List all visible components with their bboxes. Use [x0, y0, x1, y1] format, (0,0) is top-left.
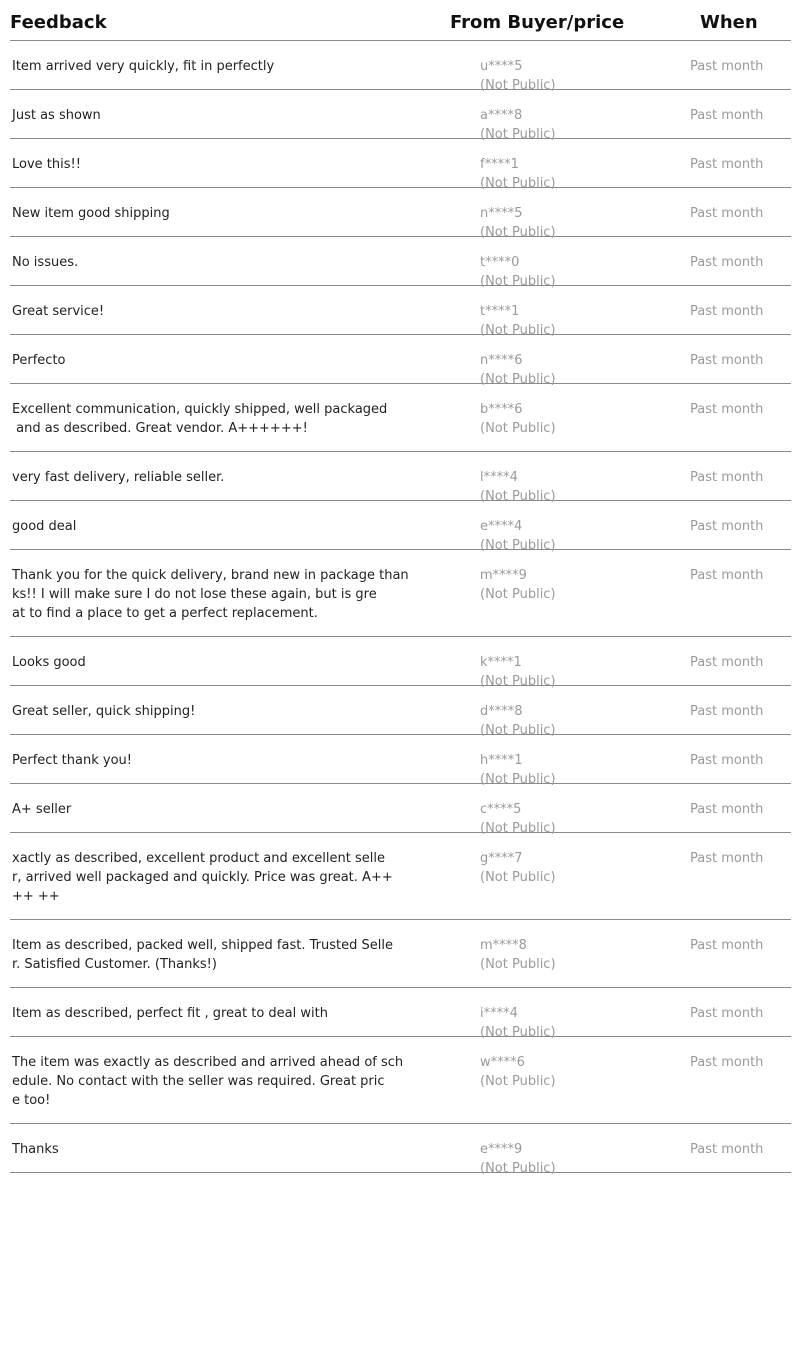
buyer-name: b****6	[480, 402, 523, 417]
table-row	[10, 384, 791, 452]
when-cell: Past month	[690, 851, 764, 866]
feedback-text: Item arrived very quickly, fit in perfectly	[12, 59, 275, 74]
when-cell: Past month	[690, 59, 764, 74]
feedback-text: Thanks	[12, 1142, 59, 1157]
buyer-cell	[480, 1140, 556, 1178]
when-cell: Past month	[690, 470, 764, 485]
table-row	[10, 920, 791, 988]
buyer-name: k****1	[480, 655, 522, 670]
buyer-name: e****9	[480, 1142, 523, 1157]
table-row	[10, 1124, 791, 1176]
feedback-text: No issues.	[12, 255, 79, 270]
buyer-visibility: (Not Public)	[480, 674, 556, 689]
table-row	[10, 637, 791, 689]
when-cell: Past month	[690, 304, 764, 319]
buyer-name: c****5	[480, 802, 522, 817]
buyer-name: f****1	[480, 157, 519, 172]
buyer-column-header: From Buyer/price	[450, 12, 625, 33]
buyer-name: n****6	[480, 353, 523, 368]
buyer-visibility: (Not Public)	[480, 372, 556, 387]
table-row	[10, 988, 791, 1040]
buyer-visibility: (Not Public)	[480, 723, 556, 738]
buyer-name: n****5	[480, 206, 523, 221]
when-cell: Past month	[690, 938, 764, 953]
table-row	[10, 833, 791, 920]
when-cell: Past month	[690, 655, 764, 670]
buyer-name: u****5	[480, 59, 523, 74]
feedback-text: New item good shipping	[12, 206, 170, 221]
buyer-visibility: (Not Public)	[480, 323, 556, 338]
buyer-name: a****8	[480, 108, 523, 123]
feedback-text: very fast delivery, reliable seller.	[12, 470, 225, 485]
when-cell: Past month	[690, 753, 764, 768]
buyer-visibility: (Not Public)	[480, 587, 556, 602]
buyer-visibility: (Not Public)	[480, 127, 556, 142]
buyer-visibility: (Not Public)	[480, 538, 556, 553]
when-cell: Past month	[690, 519, 764, 534]
table-header	[10, 0, 791, 41]
buyer-name: h****1	[480, 753, 523, 768]
feedback-text: Looks good	[12, 655, 86, 670]
when-cell: Past month	[690, 1142, 764, 1157]
buyer-name: g****7	[480, 851, 523, 866]
table-row	[10, 550, 791, 637]
table-row	[10, 735, 791, 787]
table-row	[10, 286, 791, 338]
when-column-header: When	[700, 12, 758, 33]
table-row	[10, 188, 791, 240]
feedback-column-header: Feedback	[10, 12, 107, 33]
when-cell: Past month	[690, 568, 764, 583]
feedback-text: The item was exactly as described and arrived ahead of sch edule. No contact with the seller was required. Great pric e too!	[12, 1055, 404, 1108]
buyer-visibility: (Not Public)	[480, 225, 556, 240]
when-cell: Past month	[690, 802, 764, 817]
buyer-name: t****0	[480, 255, 520, 270]
table-row	[10, 237, 791, 289]
feedback-text: Love this!!	[12, 157, 81, 172]
table-row	[10, 452, 791, 504]
feedback-text: A+ seller	[12, 802, 72, 817]
when-cell: Past month	[690, 206, 764, 221]
table-row	[10, 784, 791, 836]
when-cell: Past month	[690, 402, 764, 417]
buyer-visibility: (Not Public)	[480, 821, 556, 836]
buyer-name: t****1	[480, 304, 520, 319]
buyer-cell	[480, 849, 556, 887]
feedback-text: Great seller, quick shipping!	[12, 704, 196, 719]
buyer-name: m****8	[480, 938, 527, 953]
buyer-visibility: (Not Public)	[480, 1025, 556, 1040]
table-row	[10, 1037, 791, 1124]
table-row	[10, 335, 791, 387]
feedback-table	[10, 0, 791, 1176]
when-cell: Past month	[690, 157, 764, 172]
buyer-cell	[480, 566, 556, 604]
buyer-visibility: (Not Public)	[480, 1074, 556, 1089]
buyer-visibility: (Not Public)	[480, 274, 556, 289]
table-row	[10, 139, 791, 191]
feedback-text: good deal	[12, 519, 77, 534]
buyer-visibility: (Not Public)	[480, 421, 556, 436]
buyer-visibility: (Not Public)	[480, 78, 556, 93]
buyer-cell	[480, 400, 556, 438]
buyer-name: w****6	[480, 1055, 525, 1070]
buyer-visibility: (Not Public)	[480, 870, 556, 885]
when-cell: Past month	[690, 353, 764, 368]
when-cell: Past month	[690, 704, 764, 719]
table-row	[10, 501, 791, 553]
buyer-name: e****4	[480, 519, 523, 534]
feedback-text: Perfecto	[12, 353, 66, 368]
feedback-text: Great service!	[12, 304, 105, 319]
table-row	[10, 41, 791, 93]
feedback-text: Excellent communication, quickly shipped, well packaged and as described. Great vendor. A++++++!	[12, 402, 388, 436]
buyer-visibility: (Not Public)	[480, 176, 556, 191]
buyer-name: m****9	[480, 568, 527, 583]
buyer-visibility: (Not Public)	[480, 772, 556, 787]
buyer-cell	[480, 936, 556, 974]
table-row	[10, 90, 791, 142]
buyer-visibility: (Not Public)	[480, 957, 556, 972]
table-row	[10, 686, 791, 738]
buyer-visibility: (Not Public)	[480, 489, 556, 504]
feedback-text: Thank you for the quick delivery, brand new in package than ks!! I will make sure I do not lose these again, but is gre at to find a place to get a perfect replacement.	[12, 568, 409, 621]
when-cell: Past month	[690, 255, 764, 270]
feedback-text: Item as described, packed well, shipped fast. Trusted Selle r. Satisfied Customer. (Thanks!)	[12, 938, 393, 972]
buyer-visibility: (Not Public)	[480, 1161, 556, 1176]
feedback-text: xactly as described, excellent product and excellent selle r, arrived well packaged and quickly. Price was great. A++ ++ ++	[12, 851, 393, 904]
feedback-text: Item as described, perfect fit , great to deal with	[12, 1006, 328, 1021]
when-cell: Past month	[690, 108, 764, 123]
feedback-text: Just as shown	[12, 108, 101, 123]
buyer-name: i****4	[480, 1006, 518, 1021]
buyer-name: d****8	[480, 704, 523, 719]
buyer-cell	[480, 1053, 556, 1091]
when-cell: Past month	[690, 1055, 764, 1070]
feedback-text: Perfect thank you!	[12, 753, 132, 768]
buyer-name: l****4	[480, 470, 518, 485]
feedback-rows	[10, 41, 791, 1176]
when-cell: Past month	[690, 1006, 764, 1021]
